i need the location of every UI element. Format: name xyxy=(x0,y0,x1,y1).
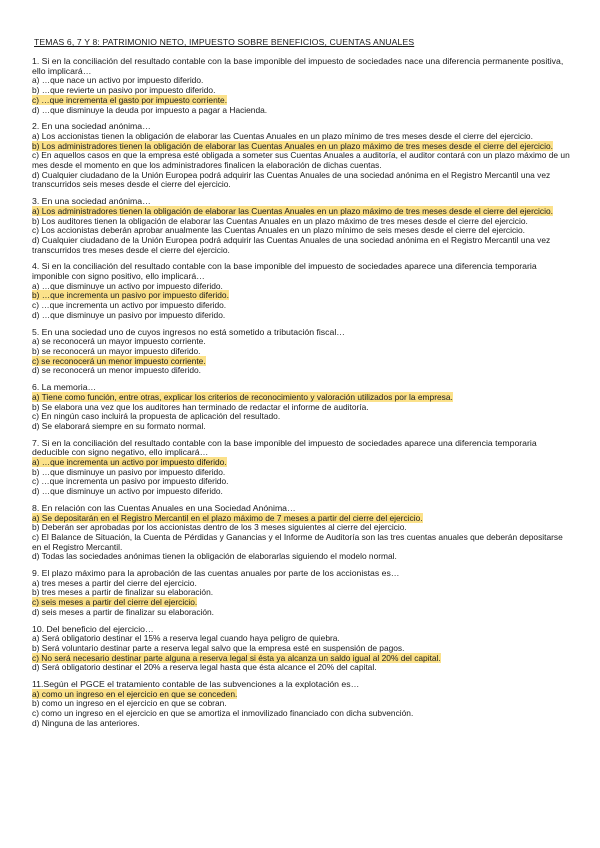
option-text: b) tres meses a partir de finalizar su elaboración. xyxy=(32,587,214,598)
question-text: 8. En relación con las Cuentas Anuales en una Sociedad Anónima… xyxy=(32,502,296,513)
question-8 xyxy=(32,504,572,562)
question-text: 6. La memoria… xyxy=(32,382,97,393)
option-text: a) …que nace un activo por impuesto diferido. xyxy=(32,75,204,86)
option-text: a) …que incrementa un activo por impuesto diferido. xyxy=(32,457,227,468)
option-text: c) seis meses a partir del cierre del ejercicio. xyxy=(32,597,198,608)
question-3 xyxy=(32,197,572,255)
question-list xyxy=(32,57,572,729)
option-text: d) Se elaborará siempre en su formato normal. xyxy=(32,420,206,431)
question-text: 1. Si en la conciliación del resultado contable con la base imponible del impuesto de sociedades nace una diferencia permanente positiva, ello implicará… xyxy=(32,56,564,76)
option-text: d) …que disminuye la deuda por impuesto a pagar a Hacienda. xyxy=(32,104,268,115)
option-text: b) Los administradores tienen la obligación de elaborar las Cuentas Anuales en un plazo máximo de tres meses desde el cierre del ejercicio. xyxy=(32,140,553,151)
option-text: d) se reconocerá un menor impuesto diferido. xyxy=(32,365,201,376)
question-text: 2. En una sociedad anónima… xyxy=(32,121,151,132)
option-text: a) Será obligatorio destinar el 15% a reserva legal cuando haya peligro de quiebra. xyxy=(32,633,340,644)
option-text: a) se reconocerá un mayor impuesto corriente. xyxy=(32,336,206,347)
option-text: b) como un ingreso en el ejercicio en que se cobran. xyxy=(32,698,227,709)
question-text: 4. Si en la conciliación del resultado contable con la base imponible del impuesto de sociedades aparece una diferencia temporaria imponible con signo positivo, ello implicará… xyxy=(32,261,537,282)
answer-option xyxy=(32,171,572,190)
answer-option xyxy=(32,311,572,321)
option-text: c) En aquellos casos en que la empresa esté obligada a someter sus Cuentas Anuales a auditoría, el auditor contará con un plazo máximo de un mes desde el momento en que los administradores finalicen la elaboración de dichas cuentas. xyxy=(32,150,570,171)
question-text: 10. Del beneficio del ejercicio… xyxy=(32,623,154,634)
question-2 xyxy=(32,122,572,190)
answer-option xyxy=(32,552,572,562)
question-10 xyxy=(32,625,572,674)
option-text: b) …que disminuye un pasivo por impuesto diferido. xyxy=(32,466,226,477)
option-text: d) Será obligatorio destinar el 20% a reserva legal hasta que ésta alcance el 20% del capital. xyxy=(32,662,377,673)
option-text: b) Se elabora una vez que los auditores han terminado de redactar el informe de auditoría. xyxy=(32,401,369,412)
question-9 xyxy=(32,569,572,618)
option-text: b) Los auditores tienen la obligación de elaborar las Cuentas Anuales en un plazo máximo de tres meses desde el cierre del ejercicio. xyxy=(32,215,528,226)
option-text: d) Cualquier ciudadano de la Unión Europea podrá adquirir las Cuentas Anuales de una sociedad anónima en el Registro Mercantil una vez transcurridos tres meses desde el cierre del ejercicio. xyxy=(32,234,551,255)
question-text: 9. El plazo máximo para la aprobación de las cuentas anuales por parte de los accionistas es… xyxy=(32,568,400,579)
option-text: c) se reconocerá un menor impuesto corriente. xyxy=(32,355,206,366)
option-text: b) Será voluntario destinar parte a reserva legal salvo que la empresa esté en suspensión de pagos. xyxy=(32,642,405,653)
answer-option xyxy=(32,366,572,376)
option-text: c) …que incrementa el gasto por impuesto corriente. xyxy=(32,94,228,105)
option-text: d) Cualquier ciudadano de la Unión Europea podrá adquirir las Cuentas Anuales de una sociedad anónima en el Registro Mercantil una vez transcurridos seis meses desde el cierre del ejercicio. xyxy=(32,169,551,190)
option-text: d) …que disminuye un pasivo por impuesto diferido. xyxy=(32,309,226,320)
document-title: TEMAS 6, 7 Y 8: PATRIMONIO NETO, IMPUESTO SOBRE BENEFICIOS, CUENTAS ANUALES xyxy=(34,37,415,47)
answer-option xyxy=(32,236,572,255)
option-text: d) …que disminuye un activo por impuesto diferido. xyxy=(32,486,223,497)
option-text: a) Tiene como función, entre otras, explicar los criterios de reconocimiento y valoración utilizados por la empresa. xyxy=(32,391,453,402)
answer-option xyxy=(32,487,572,497)
question-7 xyxy=(32,439,572,497)
option-text: a) tres meses a partir del cierre del ejercicio. xyxy=(32,577,197,588)
option-text: a) Los accionistas tienen la obligación de elaborar las Cuentas Anuales en un plazo mínimo de tres meses desde el cierre del ejercicio. xyxy=(32,130,533,141)
option-text: c) En ningún caso incluirá la propuesta de aplicación del resultado. xyxy=(32,411,281,422)
option-text: d) Todas las sociedades anónimas tienen la obligación de elaborarlas siguiendo el modelo normal. xyxy=(32,551,397,562)
option-text: c) como un ingreso en el ejercicio en que se amortiza el inmovilizado financiado con dicha subvención. xyxy=(32,708,414,719)
answer-option xyxy=(32,422,572,432)
option-text: a) como un ingreso en el ejercicio en que se conceden. xyxy=(32,688,238,699)
answer-option xyxy=(32,663,572,673)
option-text: b) Deberán ser aprobadas por los accionistas dentro de los 3 meses siguientes al cierre del ejercicio. xyxy=(32,522,407,533)
option-text: d) seis meses a partir de finalizar su elaboración. xyxy=(32,606,215,617)
option-text: b) …que incrementa un pasivo por impuesto diferido. xyxy=(32,290,229,301)
answer-option xyxy=(32,533,572,552)
question-1 xyxy=(32,57,572,115)
question-11 xyxy=(32,680,572,729)
answer-option xyxy=(32,151,572,170)
option-text: a) Se depositarán en el Registro Mercantil en el plazo máximo de 7 meses a partir del cierre del ejercicio. xyxy=(32,512,423,523)
question-text: 11.Según el PGCE el tratamiento contable de las subvenciones a la explotación es… xyxy=(32,679,360,690)
option-text: c) El Balance de Situación, la Cuenta de Pérdidas y Ganancias y el Informe de Auditoría son las tres cuentas anuales que deberán depositarse en el Registro Mercantil. xyxy=(32,531,563,552)
option-text: b) se reconocerá un mayor impuesto diferido. xyxy=(32,345,201,356)
question-text: 5. En una sociedad uno de cuyos ingresos no está sometido a tributación fiscal… xyxy=(32,326,345,337)
option-text: c) …que incrementa un activo por impuesto diferido. xyxy=(32,300,227,311)
option-text: d) Ninguna de las anteriores. xyxy=(32,717,140,728)
question-text: 3. En una sociedad anónima… xyxy=(32,196,151,207)
option-text: a) …que disminuye un activo por impuesto diferido. xyxy=(32,280,223,291)
option-text: a) Los administradores tienen la obligación de elaborar las Cuentas Anuales en un plazo máximo de tres meses desde el cierre del ejercicio. xyxy=(32,205,553,216)
option-text: b) …que revierte un pasivo por impuesto diferido. xyxy=(32,85,216,96)
question-text: 7. Si en la conciliación del resultado contable con la base imponible del impuesto de sociedades aparece una diferencia temporaria deducible con signo negativo, ello implicará… xyxy=(32,437,537,458)
option-text: c) No será necesario destinar parte alguna a reserva legal si ésta ya alcanza un saldo igual al 20% del capital. xyxy=(32,652,441,663)
question-5 xyxy=(32,328,572,377)
question-6 xyxy=(32,383,572,432)
answer-option xyxy=(32,106,572,116)
answer-option xyxy=(32,608,572,618)
option-text: c) Los accionistas deberán aprobar anualmente las Cuentas Anuales en un plazo mínimo de seis meses desde el cierre del ejercicio. xyxy=(32,225,526,236)
question-4 xyxy=(32,262,572,320)
option-text: c) …que incrementa un pasivo por impuesto diferido. xyxy=(32,476,229,487)
answer-option xyxy=(32,719,572,729)
